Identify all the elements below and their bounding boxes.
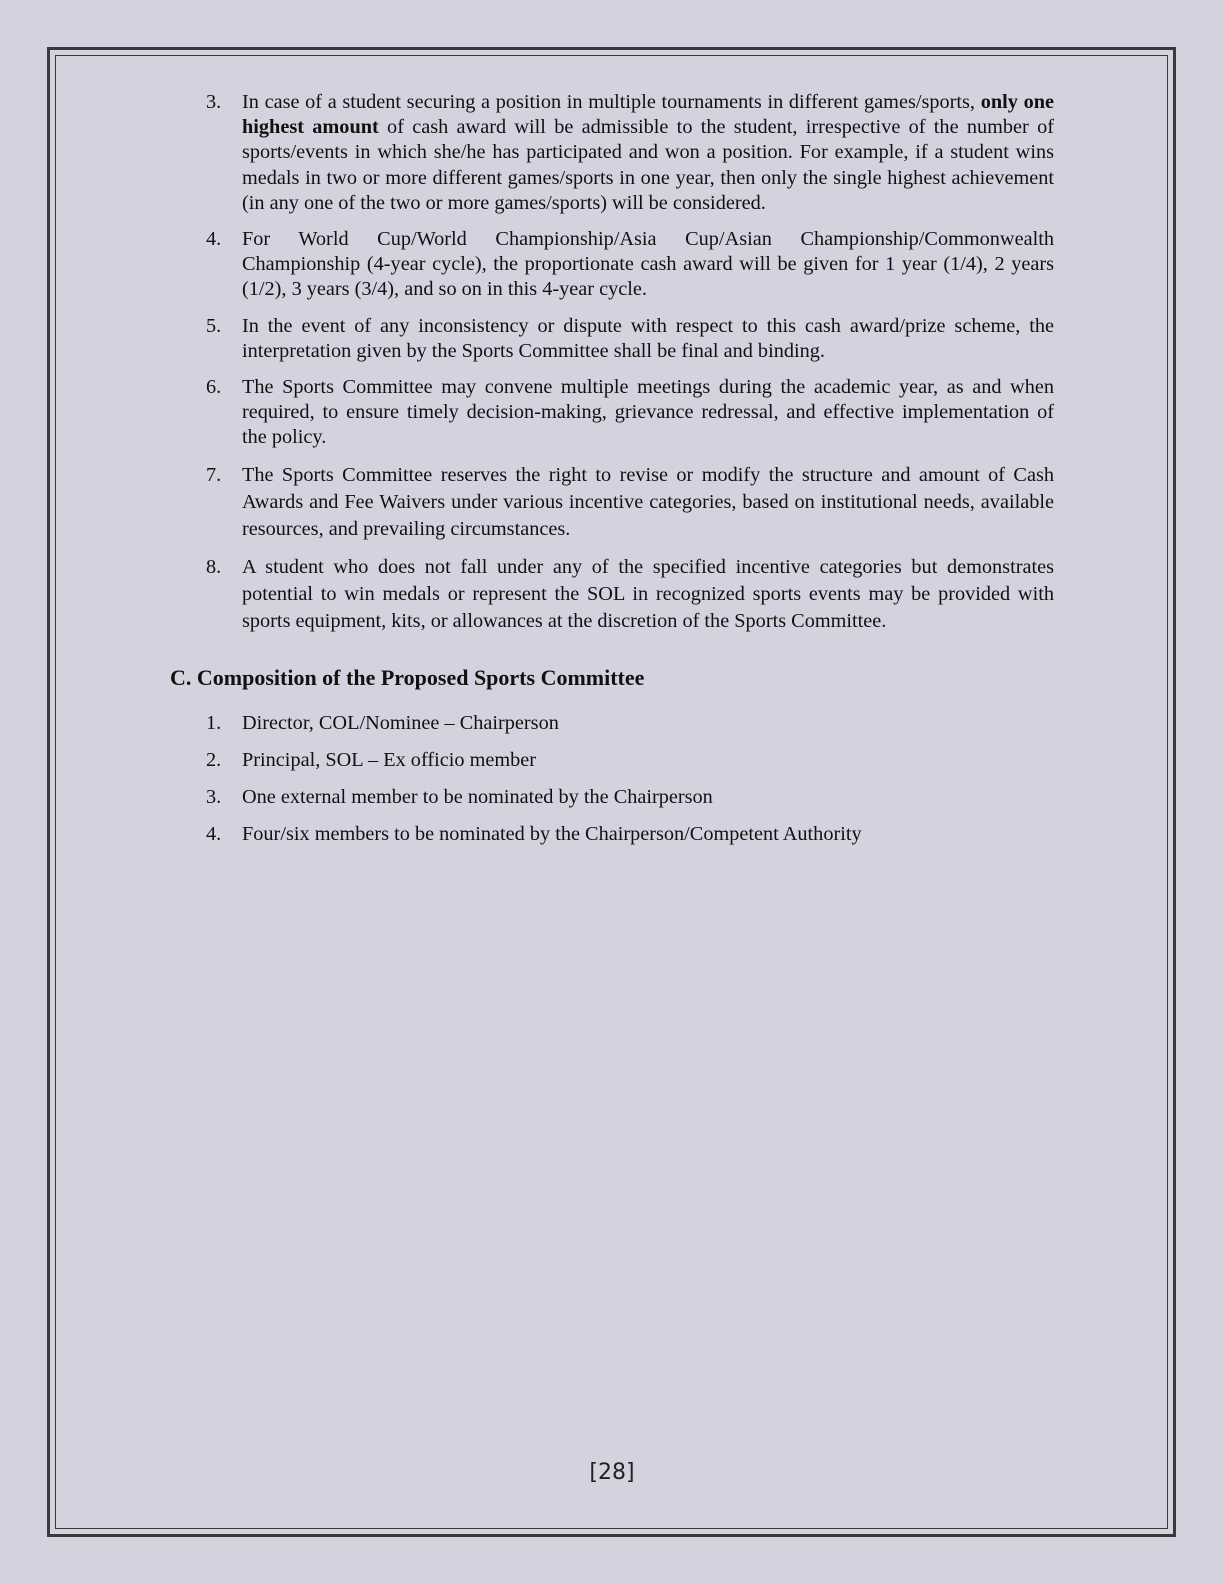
list-item-text: One external member to be nominated by the Chairperson: [242, 786, 713, 809]
list-item: [170, 462, 1054, 543]
rules-list: [170, 90, 1054, 635]
list-item-text: In the event of any inconsistency or dispute with respect to this cash award/prize scheme, the interpretation given by the Sports Committee shall be final and binding.: [242, 314, 1054, 362]
list-item: [170, 711, 1054, 736]
list-item-number: 2.: [206, 748, 222, 771]
list-item-number: 1.: [206, 711, 222, 734]
list-item-text: For World Cup/World Championship/Asia Cup/Asian Championship/Commonwealth Championship (4-year cycle), the proportionate cash award will be given for 1 year (1/4), 2 years (1/2), 3 years (3/4), and so on in this 4-year cycle.: [242, 228, 1054, 301]
list-item-number: 4.: [206, 823, 222, 846]
list-item-text: of cash award will be admissible to the student, irrespective of the number of sports/events in which she/he has participated and won a position. For example, if a student wins medals in two or more different games/sports in one year, then only the single highest achievement (in any one of the two or more games/sports) will be considered.: [242, 116, 1054, 214]
list-item-text: In case of a student securing a position in multiple tournaments in different games/sports,: [242, 91, 981, 113]
list-item: [170, 822, 1054, 847]
list-item-text: Four/six members to be nominated by the Chairperson/Competent Authority: [242, 823, 862, 846]
page-content: [170, 90, 1054, 859]
list-item-text: Principal, SOL – Ex officio member: [242, 748, 537, 771]
list-item-number: 3.: [206, 786, 222, 809]
list-item-number: 6.: [206, 376, 222, 399]
list-item-text: Director, COL/Nominee – Chairperson: [242, 711, 559, 734]
list-item-text: The Sports Committee may convene multiple meetings during the academic year, as and when required, to ensure timely decision-making, grievance redressal, and effective implementation of the policy.: [242, 376, 1054, 449]
list-item: [170, 785, 1054, 810]
list-item-text: The Sports Committee reserves the right to revise or modify the structure and amount of Cash Awards and Fee Waivers under various incentive categories, based on institutional needs, available resources, and prevailing circumstances.: [242, 463, 1054, 540]
list-item-number: 8.: [206, 555, 222, 578]
list-item: [170, 90, 1054, 216]
page-number: [28]: [589, 1460, 635, 1485]
list-item-number: 4.: [206, 228, 222, 251]
list-item-number: 3.: [206, 91, 222, 113]
committee-list: [170, 711, 1054, 848]
list-item: [170, 748, 1054, 773]
list-item-number: 7.: [206, 463, 222, 486]
list-item: [170, 314, 1054, 364]
section-heading: C. Composition of the Proposed Sports Committee: [170, 664, 645, 690]
list-item-number: 5.: [206, 314, 222, 337]
list-item: [170, 375, 1054, 451]
list-item: [170, 227, 1054, 303]
emphasis-text: only one highest amount: [242, 91, 1054, 139]
list-item: [170, 554, 1054, 635]
list-item-text: A student who does not fall under any of the specified incentive categories but demonstrates potential to win medals or represent the SOL in recognized sports events may be provided with sports equipment, kits, or allowances at the discretion of the Sports Committee.: [242, 555, 1054, 632]
